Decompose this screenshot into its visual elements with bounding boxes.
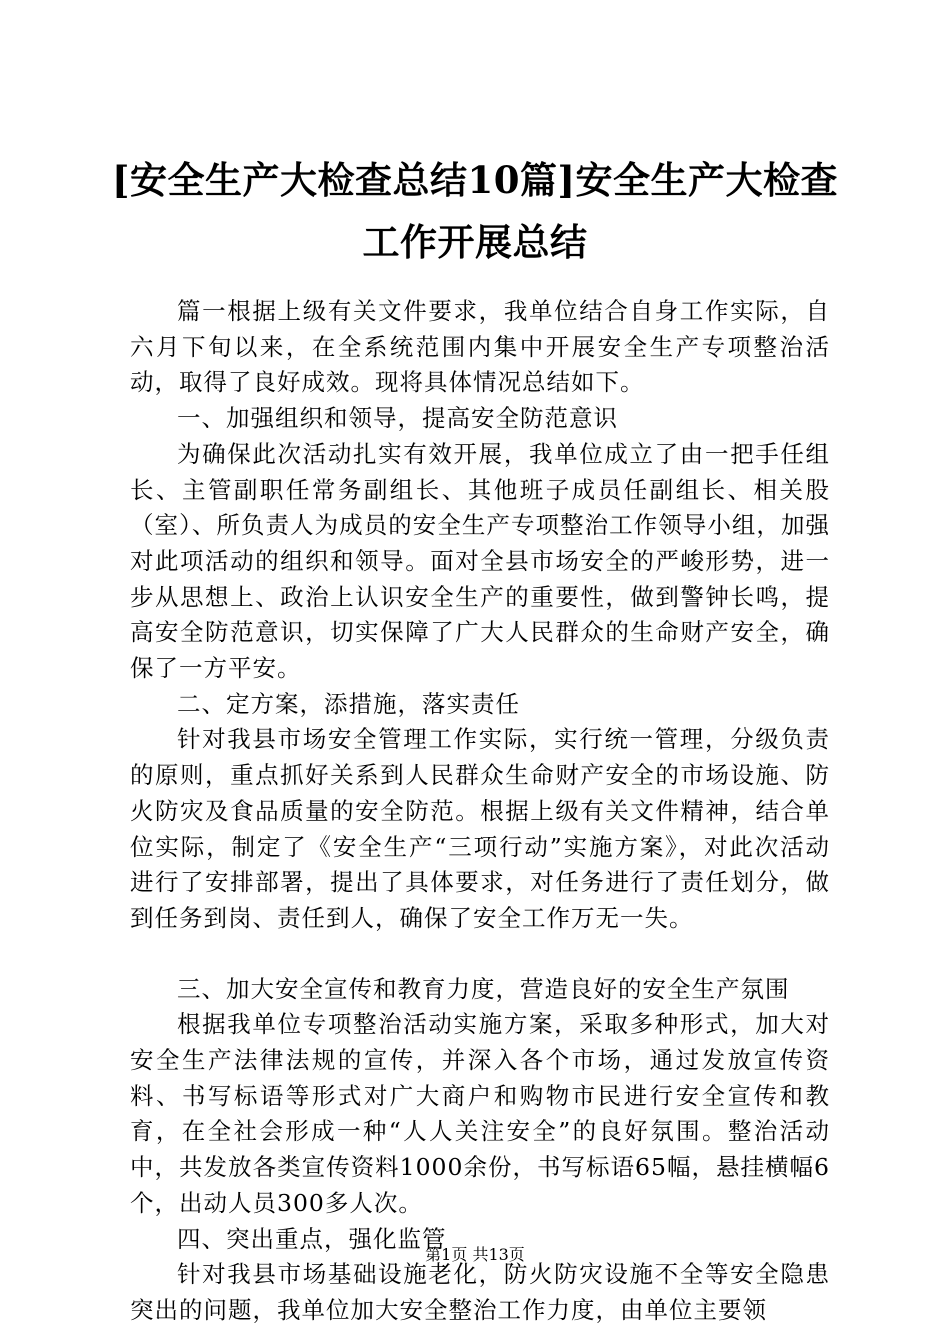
section-paragraph-3: 根据我单位专项整治活动实施方案，采取多种形式，加大对安全生产法律法规的宣传，并深入各个市场，通过发放宣传资料、书写标语等形式对广大商户和购物市民进行安全宣传和教育，在全社会形成一种“人人关注安全”的良好氛围。整治活动中，共发放各类宣传资料1000余份，书写标语65幅，悬挂横幅6个，出动人员300多人次。 <box>130 1010 830 1217</box>
section-paragraph-4: 针对我县市场基础设施老化，防火防灾设施不全等安全隐患突出的问题，我单位加大安全整治工作力度，由单位主要领 <box>130 1260 830 1324</box>
document-body <box>130 294 830 1329</box>
document-title-line-2: 工作开展总结 <box>362 220 588 264</box>
page-footer: 第1页 共13页 <box>425 1245 525 1264</box>
document-title-line-1: [安全生产大检查总结10篇]安全生产大检查 <box>111 158 838 202</box>
section-heading-2: 二、定方案，添措施，落实责任 <box>177 689 520 718</box>
section-paragraph-1: 为确保此次活动扎实有效开展，我单位成立了由一把手任组长、主管副职任常务副组长、其他班子成员任副组长、相关股（室）、所负责人为成员的安全生产专项整治工作领导小组，加强对此项活动的组织和领导。面对全县市场安全的严峻形势，进一步从思想上、政治上认识安全生产的重要性，做到警钟长鸣，提高安全防范意识，切实保障了广大人民群众的生命财产安全，确保了一方平安。 <box>130 439 830 683</box>
section-paragraph-2: 针对我县市场安全管理工作实际，实行统一管理，分级负责的原则，重点抓好关系到人民群众生命财产安全的市场设施、防火防灾及食品质量的安全防范。根据上级有关文件精神，结合单位实际，制定了《安全生产“三项行动”实施方案》，对此次活动进行了安排部署，提出了具体要求，对任务进行了责任划分，做到任务到岗、责任到人，确保了安全工作万无一失。 <box>130 725 830 932</box>
section-heading-3: 三、加大安全宣传和教育力度，营造良好的安全生产氛围 <box>177 974 790 1003</box>
section-heading-4: 四、突出重点，强化监管 <box>177 1224 447 1253</box>
section-heading-1: 一、加强组织和领导，提高安全防范意识 <box>177 404 618 433</box>
intro-paragraph: 篇一根据上级有关文件要求，我单位结合自身工作实际，自六月下旬以来，在全系统范围内集中开展安全生产专项整治活动，取得了良好成效。现将具体情况总结如下。 <box>130 297 830 397</box>
